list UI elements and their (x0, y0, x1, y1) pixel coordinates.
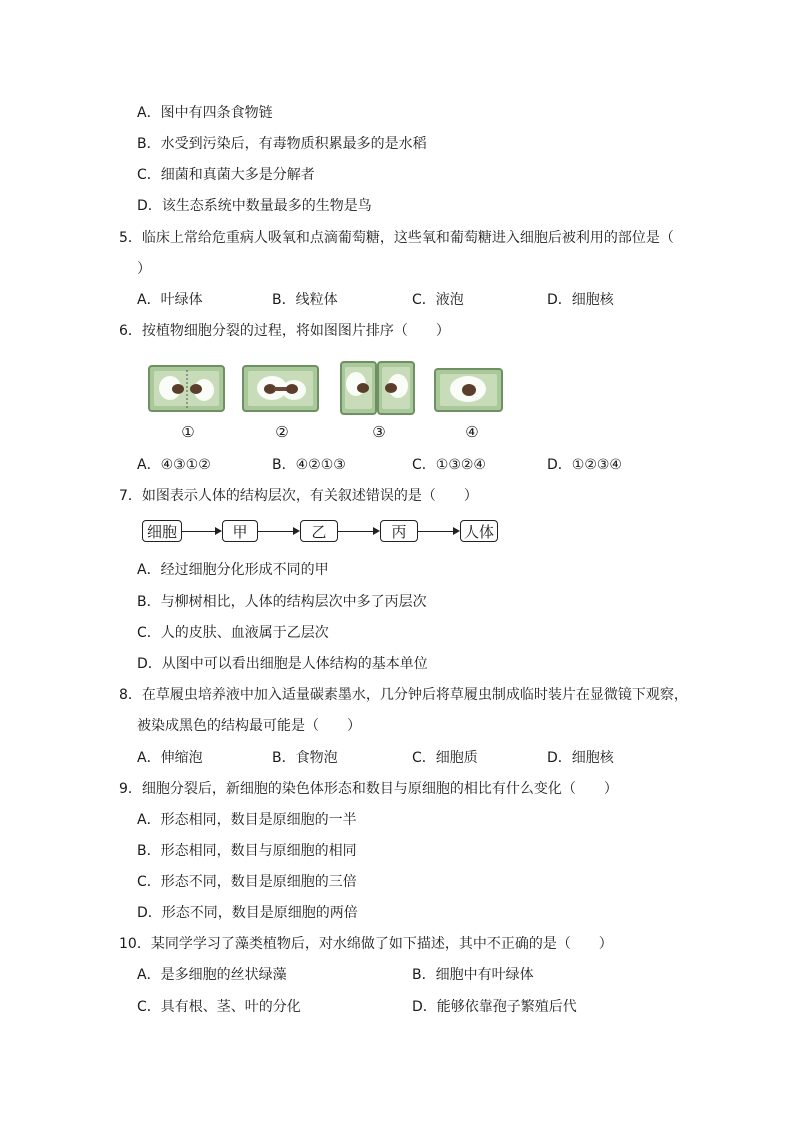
q7-option-c: C．人的皮肤、血液属于乙层次 (137, 625, 329, 641)
flow-arrow-1 (182, 531, 216, 532)
cell-division-image-3 (340, 360, 416, 420)
q10-option-c: C．具有根、茎、叶的分化 (137, 999, 301, 1015)
flow-arrowhead-2 (293, 527, 300, 535)
flow-box-human: 人体 (460, 520, 498, 542)
flow-arrow-2 (258, 531, 294, 532)
flow-box-yi: 乙 (300, 520, 338, 542)
q7-option-b: B．与柳树相比，人体的结构层次中多了丙层次 (137, 594, 427, 610)
q6-option-d: D．①②③④ (547, 457, 622, 473)
figure-label-1: ① (181, 423, 195, 441)
q8-option-d: D．细胞核 (547, 750, 614, 766)
q5-stem-continued: ） (137, 261, 151, 277)
figure-label-2: ② (275, 423, 289, 441)
q4-option-d: D．该生态系统中数量最多的生物是鸟 (137, 198, 372, 214)
q8-stem: 8．在草履虫培养液中加入适量碳素墨水，几分钟后将草履虫制成临时装片在显微镜下观察， (119, 687, 688, 703)
q9-stem: 9．细胞分裂后，新细胞的染色体形态和数目与原细胞的相比有什么变化（ ） (119, 781, 618, 797)
cell-division-image-1 (148, 364, 226, 418)
figure-label-4: ④ (465, 423, 479, 441)
q9-option-c: C．形态不同，数目是原细胞的三倍 (137, 874, 357, 890)
q5-option-b: B．线粒体 (272, 292, 338, 308)
q8-option-c: C．细胞质 (412, 750, 478, 766)
flow-arrow-3 (338, 531, 374, 532)
q9-option-d: D．形态不同，数目是原细胞的两倍 (137, 905, 358, 921)
q6-option-c: C．①③②④ (412, 457, 486, 473)
q4-option-a: A．图中有四条食物链 (137, 105, 273, 121)
q10-option-d: D．能够依靠孢子繁殖后代 (412, 999, 577, 1015)
q6-stem: 6．按植物细胞分裂的过程，将如图图片排序（ ） (119, 323, 450, 339)
q7-option-a: A．经过细胞分化形成不同的甲 (137, 562, 329, 578)
flow-box-cell: 细胞 (142, 520, 182, 542)
q10-option-b: B．细胞中有叶绿体 (412, 967, 534, 983)
q10-option-a: A．是多细胞的丝状绿藻 (137, 967, 287, 983)
q4-option-b: B．水受到污染后，有毒物质积累最多的是水稻 (137, 136, 427, 152)
cell-division-image-2 (242, 364, 320, 418)
flow-arrowhead-3 (373, 527, 380, 535)
q6-option-a: A．④③①② (137, 457, 211, 473)
flow-arrowhead-4 (453, 527, 460, 535)
q9-option-a: A．形态相同，数目是原细胞的一半 (137, 812, 357, 828)
q9-option-b: B．形态相同，数目与原细胞的相同 (137, 843, 357, 859)
q5-option-d: D．细胞核 (547, 292, 614, 308)
flow-box-bing: 丙 (380, 520, 418, 542)
q5-stem: 5．临床上常给危重病人吸氧和点滴葡萄糖，这些氧和葡萄糖进入细胞后被利用的部位是（ (119, 230, 674, 246)
q7-option-d: D．从图中可以看出细胞是人体结构的基本单位 (137, 656, 428, 672)
cell-division-image-4 (434, 367, 504, 417)
q7-stem: 7．如图表示人体的结构层次，有关叙述错误的是（ ） (119, 488, 478, 504)
q5-option-a: A．叶绿体 (137, 292, 203, 308)
flow-box-jia: 甲 (222, 520, 258, 542)
flow-arrowhead-1 (215, 527, 222, 535)
q5-option-c: C．液泡 (412, 292, 464, 308)
q4-option-c: C．细菌和真菌大多是分解者 (137, 167, 315, 183)
q8-stem-continued: 被染成黑色的结构最可能是（ ） (137, 718, 361, 734)
q8-option-b: B．食物泡 (272, 750, 338, 766)
q10-stem: 10．某同学学习了藻类植物后，对水绵做了如下描述，其中不正确的是（ ） (119, 936, 613, 952)
q6-option-b: B．④②①③ (272, 457, 346, 473)
figure-label-3: ③ (372, 423, 386, 441)
q8-option-a: A．伸缩泡 (137, 750, 203, 766)
flow-arrow-4 (418, 531, 454, 532)
